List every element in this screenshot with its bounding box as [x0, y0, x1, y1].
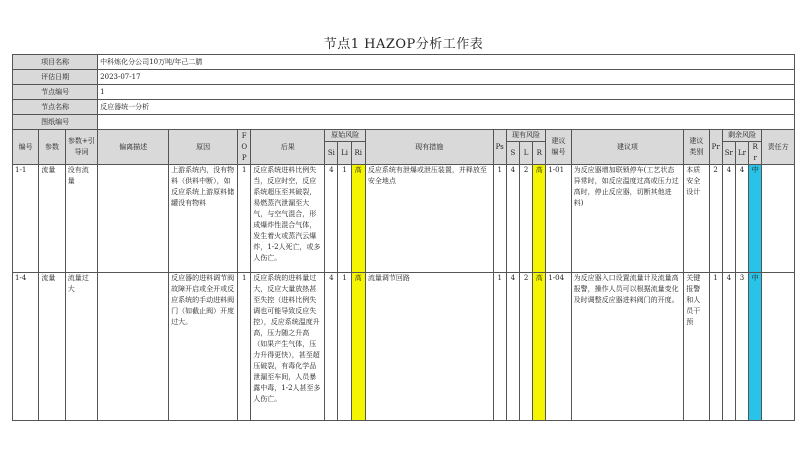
node-name-value: 反应器统一分析 [98, 100, 795, 115]
col-lr: Lr [735, 142, 748, 165]
col-rr: Rr [749, 142, 762, 165]
col-no: 编号 [13, 130, 39, 165]
cell-ps: 1 [493, 273, 506, 421]
node-name-label: 节点名称 [13, 100, 98, 115]
cell-no: 1-4 [13, 273, 39, 421]
col-s: S [506, 142, 519, 165]
project-value: 中科炼化分公司10万吨/年己二腈 [98, 55, 795, 70]
cell-pr: 2 [709, 165, 722, 273]
cell-param: 流量 [39, 165, 65, 273]
drawing-row [13, 115, 795, 130]
node-no-value: 1 [98, 85, 795, 100]
cell-deviation [98, 273, 169, 421]
cell-rec-no: 1-04 [546, 273, 571, 421]
cell-ri: 高 [351, 165, 365, 273]
cell-r: 高 [533, 165, 546, 273]
col-rec-type: 建议类别 [684, 130, 709, 165]
cell-fop: 1 [238, 273, 251, 421]
col-l: L [519, 142, 532, 165]
cell-rec-no: 1-01 [546, 165, 571, 273]
col-consequence: 后果 [251, 130, 325, 165]
cell-si: 4 [325, 273, 338, 421]
hazop-table [12, 54, 795, 421]
cell-li: 1 [338, 165, 351, 273]
col-deviation: 偏离描述 [98, 130, 169, 165]
col-curr-risk: 现有风险 [506, 130, 546, 142]
cell-l: 2 [519, 165, 532, 273]
drawing-value [98, 115, 795, 130]
project-row [13, 55, 795, 70]
date-value: 2023-07-17 [98, 70, 795, 85]
cell-cause: 上游系统内，没有物料（供料中断），如反应系统上游原料储罐没有物料 [169, 165, 238, 273]
drawing-label: 图纸编号 [13, 115, 98, 130]
cell-rr: 中 [749, 165, 762, 273]
col-ps: Ps [493, 130, 506, 165]
col-fop: FOP [238, 130, 251, 165]
cell-no: 1-1 [13, 165, 39, 273]
cell-li: 1 [338, 273, 351, 421]
cell-lr: 4 [735, 165, 748, 273]
node-no-label: 节点编号 [13, 85, 98, 100]
node-name-row [13, 100, 795, 115]
cell-s: 4 [506, 273, 519, 421]
cell-rr: 中 [749, 273, 762, 421]
cell-rec-type: 关键报警和人员干预 [684, 273, 709, 421]
cell-deviation [98, 165, 169, 273]
cell-lr: 3 [735, 273, 748, 421]
cell-ps: 1 [493, 165, 506, 273]
cell-l: 2 [519, 273, 532, 421]
col-pr: Pr [709, 130, 722, 165]
cell-s: 4 [506, 165, 519, 273]
col-sr: Sr [722, 142, 735, 165]
node-no-row [13, 85, 795, 100]
cell-owner [762, 273, 795, 421]
col-li: Li [338, 142, 351, 165]
col-cause: 原因 [169, 130, 238, 165]
col-rec: 建议项 [571, 130, 684, 165]
cell-consequence: 反应系统的进料量过大，反应大量放热甚至失控（进料比例失调也可能导致反应失控），反应系统温度升高，压力随之升高（如果产生气体，压力升得更快），甚至超压破裂，有毒化学品泄漏至车间，人员暴露中毒，1-2人甚至多人伤亡。 [251, 273, 325, 421]
col-si: Si [325, 142, 338, 165]
cell-sr: 4 [722, 165, 735, 273]
cell-param: 流量 [39, 273, 65, 421]
cell-cause: 反应器的进料调节阀故障开启或全开或反应系统的手动进料阀门（如截止阀）开度过大。 [169, 273, 238, 421]
col-r: R [533, 142, 546, 165]
page-title: 节点1 HAZOP分析工作表 [323, 37, 484, 52]
cell-rec-type: 本质安全设计 [684, 165, 709, 273]
cell-pr: 1 [709, 273, 722, 421]
cell-param-guide: 没有流量 [65, 165, 97, 273]
cell-rec: 为反应器入口设置流量计及流量高报警，操作人员可以根据流量变化及时调整反应器进料阀门的开度。 [571, 273, 684, 421]
col-owner: 责任方 [762, 130, 795, 165]
col-param: 参数 [39, 130, 65, 165]
col-rec-no: 建议编号 [546, 130, 571, 165]
col-measures: 现有措施 [365, 130, 493, 165]
project-label: 项目名称 [13, 55, 98, 70]
cell-consequence: 反应系统进料比例失当，反应时空，反应系统超压至其破裂，易燃蒸汽泄漏至大气，与空气混合，形成爆炸性混合气体，发生着火或蒸汽云爆炸，1-2人死亡，或多人伤亡。 [251, 165, 325, 273]
col-ri: Ri [351, 142, 365, 165]
cell-sr: 4 [722, 273, 735, 421]
cell-ri: 高 [351, 273, 365, 421]
cell-measures: 流量调节回路 [365, 273, 493, 421]
table-row [13, 165, 795, 273]
column-header-row-1 [13, 130, 795, 142]
table-row [13, 273, 795, 421]
cell-owner [762, 165, 795, 273]
col-param-guide: 参数+引导词 [65, 130, 97, 165]
col-res-risk: 剩余风险 [722, 130, 762, 142]
date-row [13, 70, 795, 85]
cell-rec: 为反应器增加联锁停车(工艺状态异常时，如反应温度过高或压力过高时，停止反应器，切断其他进料) [571, 165, 684, 273]
cell-fop: 1 [238, 165, 251, 273]
cell-r: 高 [533, 273, 546, 421]
cell-si: 4 [325, 165, 338, 273]
date-label: 评估日期 [13, 70, 98, 85]
cell-measures: 反应系统有泄爆或泄压装置，并释放至安全地点 [365, 165, 493, 273]
cell-param-guide: 流量过大 [65, 273, 97, 421]
col-orig-risk: 原始风险 [325, 130, 366, 142]
